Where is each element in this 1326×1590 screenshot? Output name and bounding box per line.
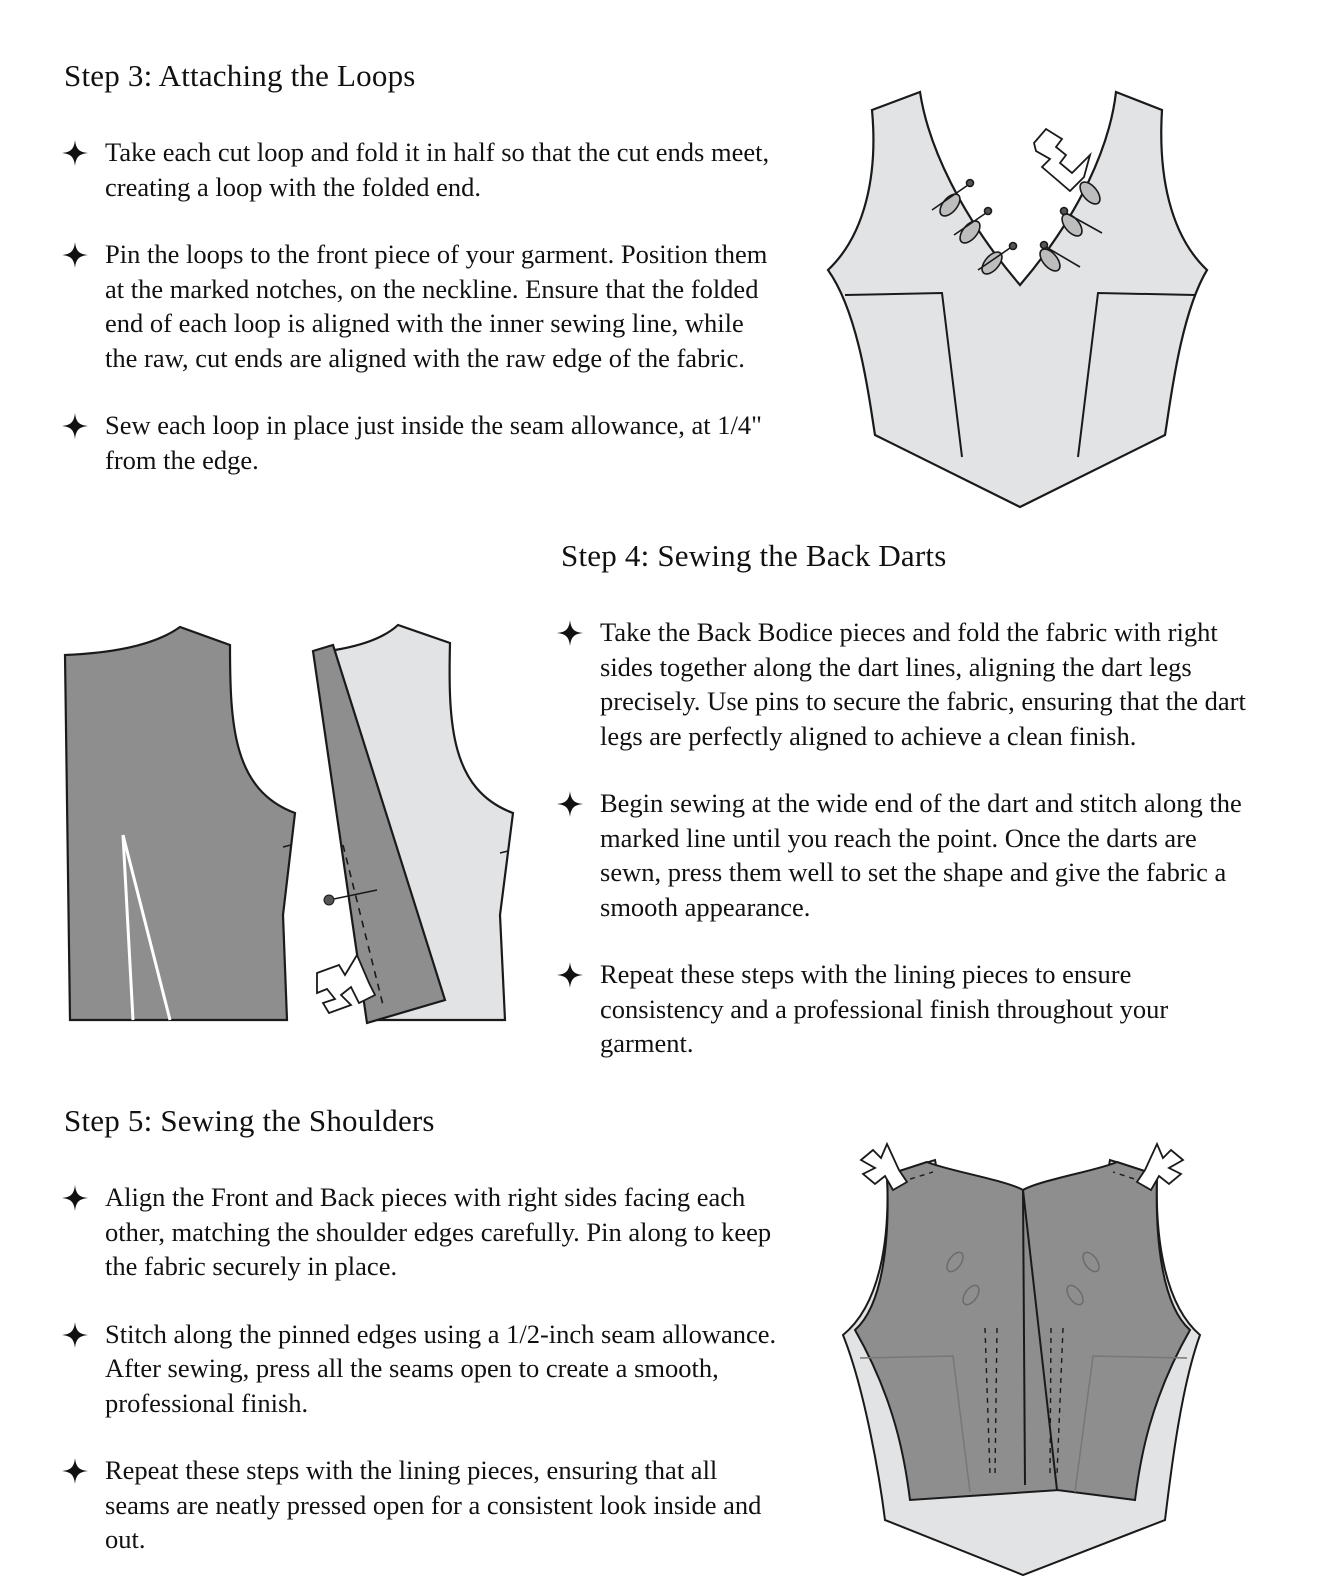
step3-title: Step 3: Attaching the Loops — [64, 58, 416, 93]
bullet-text: Align the Front and Back pieces with right sides facing each other, matching the shoulder edges carefully. Pin along to keep the fabric securely in place. — [105, 1182, 772, 1281]
bullet-text: Pin the loops to the front piece of your garment. Position them at the marked notches, on the neckline. Ensure that the folded end of each loop is aligned with the inner sewing line, while the raw, cut ends are aligned with the raw edge of the fabric. — [105, 239, 768, 373]
star-bullet-icon — [557, 620, 583, 646]
star-bullet-icon — [62, 1322, 88, 1348]
bullet-text: Repeat these steps with the lining pieces to ensure consistency and a professional finish throughout your garment. — [600, 959, 1169, 1058]
star-bullet-icon — [62, 413, 88, 439]
step4-list — [557, 615, 1257, 1094]
list-item — [62, 1317, 782, 1421]
bullet-text: Take the Back Bodice pieces and fold the fabric with right sides together along the dart lines, aligning the dart legs precisely. Use pins to secure the fabric, ensuring that the dart legs are perfectly aligned to achieve a clean finish. — [600, 617, 1246, 751]
front-bodice-illustration — [820, 85, 1220, 515]
list-item — [557, 786, 1257, 924]
bullet-text: Repeat these steps with the lining pieces, ensuring that all seams are neatly pressed open for a consistent look inside and out. — [105, 1455, 762, 1554]
back-darts-illustration — [55, 615, 525, 1030]
bullet-text: Begin sewing at the wide end of the dart and stitch along the marked line until you reach the point. Once the darts are sewn, press them well to set the shape and give the fabric a smooth appearance. — [600, 788, 1242, 922]
star-bullet-icon — [557, 791, 583, 817]
list-item — [62, 1453, 782, 1557]
list-item — [62, 1180, 782, 1284]
list-item — [557, 615, 1257, 753]
step5-list — [62, 1180, 782, 1590]
list-item — [62, 135, 782, 204]
step4-title: Step 4: Sewing the Back Darts — [561, 538, 947, 573]
step3-list — [62, 135, 782, 510]
bullet-text: Stitch along the pinned edges using a 1/2-inch seam allowance. After sewing, press all the seams open to create a smooth, professional finish. — [105, 1318, 777, 1418]
list-item — [62, 408, 782, 477]
bullet-text: Sew each loop in place just inside the seam allowance, at 1/4" from the edge. — [105, 410, 762, 475]
step5-title: Step 5: Sewing the Shoulders — [64, 1103, 435, 1138]
star-bullet-icon — [62, 242, 88, 268]
list-item — [62, 237, 782, 375]
list-item — [557, 957, 1257, 1061]
star-bullet-icon — [62, 1458, 88, 1484]
star-bullet-icon — [62, 140, 88, 166]
shoulder-seams-illustration — [835, 1130, 1210, 1580]
star-bullet-icon — [557, 962, 583, 988]
bullet-text: Take each cut loop and fold it in half so that the cut ends meet, creating a loop with the folded end. — [105, 137, 770, 202]
star-bullet-icon — [62, 1185, 88, 1211]
